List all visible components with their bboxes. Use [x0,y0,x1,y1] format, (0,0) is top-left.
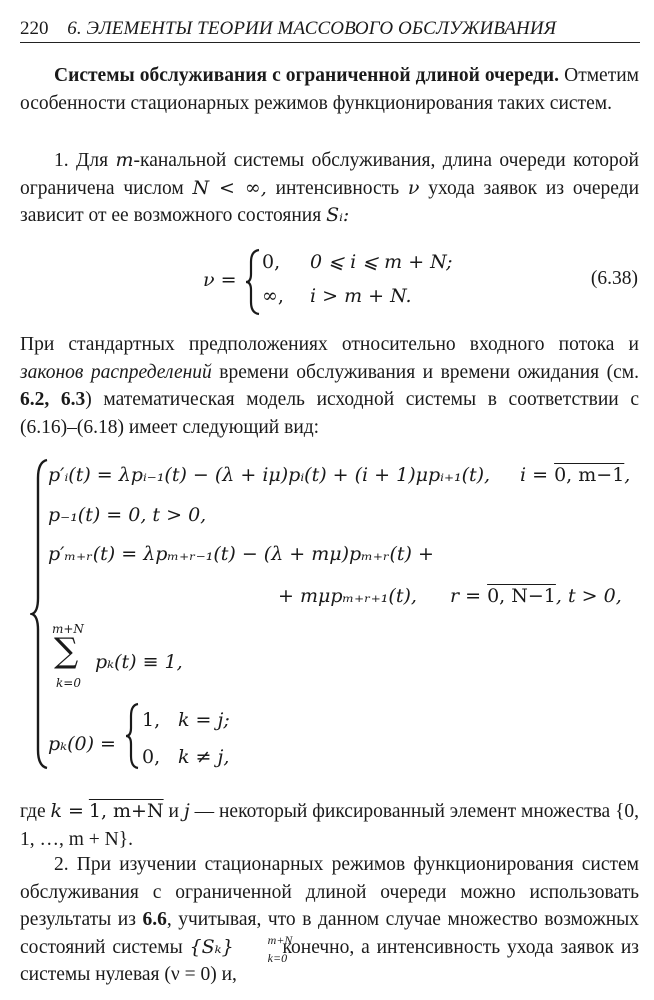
eq-case1-cond: 0 ⩽ i ⩽ m + N; [310,251,453,273]
init-case1-val: 1, [142,709,161,731]
item-1-nu: ν [407,176,420,199]
para-2-text-b: времени обслуживания и времени ожидания (см. [219,361,640,383]
item-1-paragraph [20,147,639,230]
para-3-k-range: 1, m+N [88,800,164,822]
item-1-m: m [115,149,134,171]
sum-lower: k=0 [56,676,81,690]
item-1-si: Sᵢ: [326,204,350,226]
system-brace-icon [30,458,50,770]
item-2-paragraph [20,851,639,989]
system-line-2: p₋₁(t) = 0, t > 0, [48,504,207,526]
para-2-ref: 6.2, 6.3 [20,389,86,410]
page-number: 220 [20,18,49,39]
item-2-set: {Sₖ} [189,935,234,958]
line-4-cond-range: 0, N−1 [487,585,556,607]
eq-case2-cond: i > m + N. [310,285,412,307]
para-3-text-c: — некоторый фиксированный элемент множества {0, 1, …, m + N}. [20,801,640,850]
item-1-text-c: интенсивность [275,177,400,199]
paragraph-2 [20,331,639,441]
line-1-cond-prefix: i = [520,464,549,486]
left-brace-icon [244,248,262,316]
para-2-italic: законов распределений [20,361,212,383]
system-line-3: p′ₘ₊ᵣ(t) = λpₘ₊ᵣ₋₁(t) − (λ + mμ)pₘ₊ᵣ(t) + [48,543,434,565]
init-brace-icon [124,702,140,770]
item-1-text-b: -канальной системы обслуживания, длина очереди которой ограничена числом [20,150,639,199]
eq-lhs: ν = [203,269,237,291]
system-line-1-cond [520,464,630,486]
init-case2-val: 0, [142,746,161,768]
system-line-4: + mμpₘ₊ᵣ₊₁(t), [278,585,417,607]
para-2-text-c: ) математическая модель исходной системы в соответствии с (6.16)–(6.18) имеет следующий вид: [20,389,639,438]
item-2-text-a: 2. При изучении стационарных режимов функционирования систем обслуживания с ограниченной длиной очереди можно использовать результаты из [20,854,639,930]
item-2-text-b: , учитывая, что в данном случае множество возможных состояний системы [20,909,639,958]
para-2-text-a: При стандартных предположениях относительно входного потока и [20,334,639,355]
eq-case2-val: ∞, [262,285,284,307]
item-1-text-a: 1. Для [54,150,109,171]
sum-symbol: ∑ [54,631,79,671]
chapter-title: 6. ЭЛЕМЕНТЫ ТЕОРИИ МАССОВОГО ОБСЛУЖИВАНИЯ [67,18,557,39]
para-3-k: k = [50,800,84,822]
item-2-ref: 6.6 [142,909,167,930]
system-line-4-cond [450,585,622,607]
line-1-cond-range: 0, m−1 [554,464,625,486]
section-paragraph [20,62,639,117]
eq-case1-val: 0, [262,251,281,273]
section-heading: Системы обслуживания с ограниченной длиной очереди. [54,65,560,86]
sum-upper: m+N [52,622,84,636]
sum-body: pₖ(t) ≡ 1, [95,651,183,673]
section-intro: Отметим особенности стационарных режимов функционирования таких систем. [20,65,640,114]
set-upper: m+N [267,932,293,947]
init-lhs: pₖ(0) = [48,733,116,755]
item-1-text-d: ухода заявок из очереди зависит от ее возможного состояния [20,177,640,226]
init-case2-cond: k ≠ j, [178,746,230,768]
para-3-text-a: где [20,801,46,822]
para-3-j: j [183,800,190,822]
para-3-text-b: и [168,801,179,822]
line-1-cond-suffix: , [624,464,631,486]
line-4-cond-suffix: , t > 0, [555,585,622,607]
item-2-set-limits [234,932,293,965]
line-4-cond-prefix: r = [450,585,482,607]
init-case1-cond: k = j; [178,709,230,731]
paragraph-3 [20,798,639,853]
running-header [20,18,640,43]
set-lower: k=0 [267,950,288,965]
item-2-text-c: конечно, а интенсивность ухода заявок из системы нулевая (ν = 0) и, [20,936,639,985]
item-1-cond: N < ∞, [192,176,267,199]
equation-label: (6.38) [590,268,638,289]
system-line-1: p′ᵢ(t) = λpᵢ₋₁(t) − (λ + iμ)pᵢ(t) + (i + 1)μpᵢ₊₁(t), [48,464,491,486]
